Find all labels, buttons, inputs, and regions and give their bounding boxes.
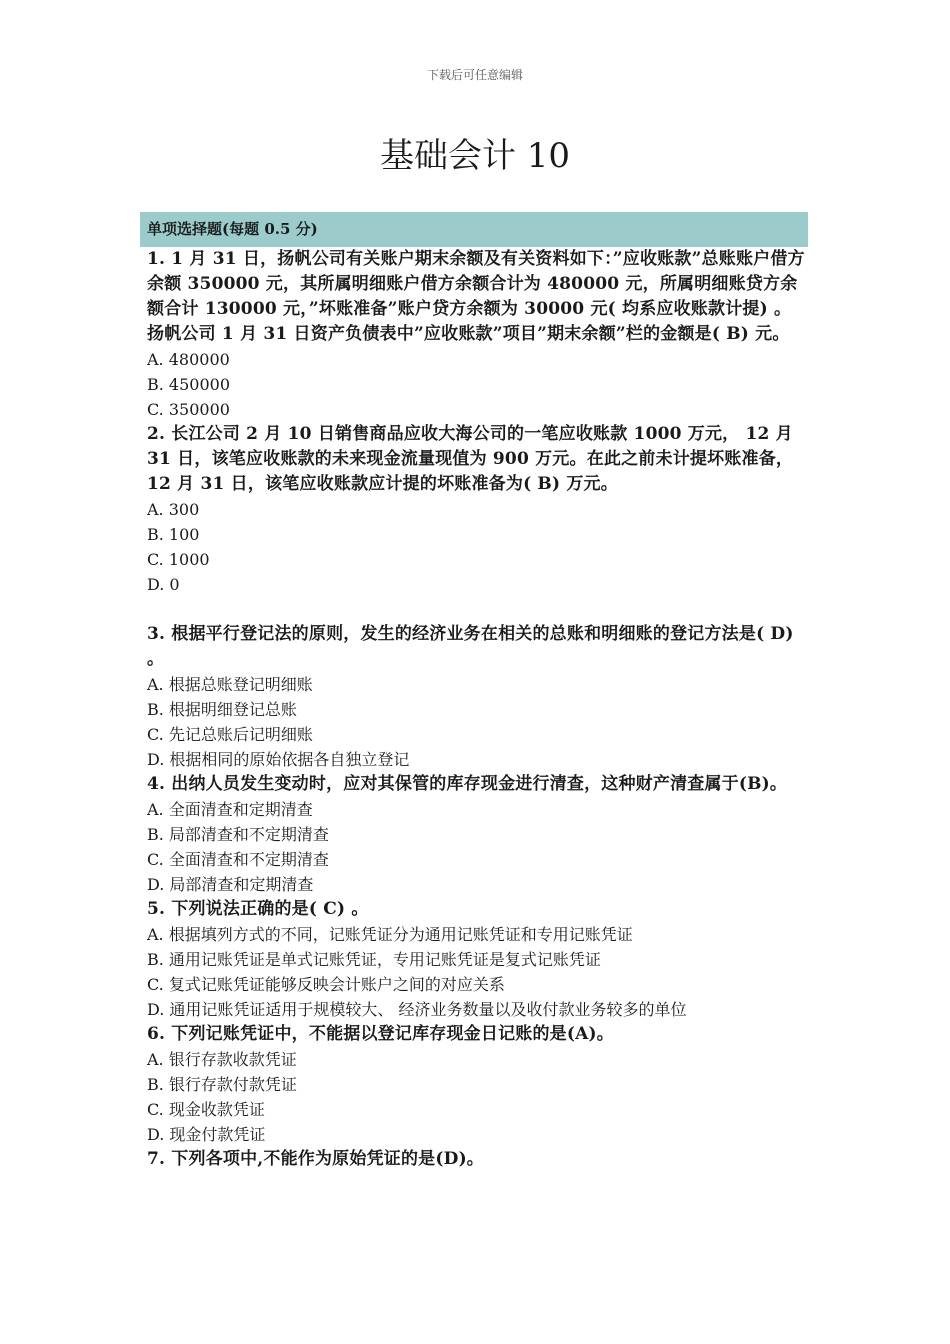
question-7 xyxy=(140,1147,808,1172)
spacer xyxy=(140,597,808,622)
option-b: B. 450000 xyxy=(147,375,231,394)
option-a: A. 480000 xyxy=(147,350,230,369)
option-d: D. 0 xyxy=(147,575,180,594)
option-d: D. 现金付款凭证 xyxy=(147,1125,266,1144)
question-3 xyxy=(140,622,808,772)
option-b: B. 银行存款付款凭证 xyxy=(147,1075,297,1094)
option-c: C. 先记总账后记明细账 xyxy=(147,725,313,744)
question-1 xyxy=(140,247,808,422)
option-c: C. 1000 xyxy=(147,550,210,569)
option-d: D. 局部清查和定期清查 xyxy=(147,875,314,894)
question-text: 3. 根据平行登记法的原则，发生的经济业务在相关的总账和明细账的登记方法是( D) 。 xyxy=(147,624,794,669)
question-text: 2. 长江公司 2 月 10 日销售商品应收大海公司的一笔应收账款 1000 万元， 12 月 31 日，该笔应收账款的未来现金流量现值为 900 万元。在此之前未计提坏账准备， 12 月 31 日，该笔应收账款应计提的坏账准备为( B) 万元。 xyxy=(147,424,794,494)
option-c: C. 全面清查和不定期清查 xyxy=(147,850,329,869)
option-d: D. 根据相同的原始依据各自独立登记 xyxy=(147,750,410,769)
option-b: B. 通用记账凭证是单式记账凭证，专用记账凭证是复式记账凭证 xyxy=(147,950,601,969)
option-c: C. 现金收款凭证 xyxy=(147,1100,265,1119)
question-4 xyxy=(140,772,808,897)
option-b: B. 局部清查和不定期清查 xyxy=(147,825,329,844)
question-5 xyxy=(140,897,808,1022)
option-b: B. 根据明细登记总账 xyxy=(147,700,297,719)
question-text: 6. 下列记账凭证中，不能据以登记库存现金日记账的是(A)。 xyxy=(147,1024,614,1044)
option-c: C. 350000 xyxy=(147,400,230,419)
option-a: A. 根据填列方式的不同，记账凭证分为通用记账凭证和专用记账凭证 xyxy=(147,925,633,944)
option-a: A. 全面清查和定期清查 xyxy=(147,800,313,819)
option-d: D. 通用记账凭证适用于规模较大、 经济业务数量以及收付款业务较多的单位 xyxy=(147,1000,687,1019)
option-c: C. 复式记账凭证能够反映会计账户之间的对应关系 xyxy=(147,975,505,994)
document-title: 基础会计 10 xyxy=(379,136,571,176)
question-6 xyxy=(140,1022,808,1147)
question-text: 4. 出纳人员发生变动时，应对其保管的库存现金进行清查，这种财产清查属于(B)。 xyxy=(147,774,788,794)
document-body xyxy=(140,212,808,1172)
option-a: A. 银行存款收款凭证 xyxy=(147,1050,297,1069)
question-text: 1. 1 月 31 日，扬帆公司有关账户期末余额及有关资料如下：”应收账款”总账账户借方余额 350000 元，其所属明细账户借方余额合计为 480000 元，所属明细账贷方余额合计 130000 元，”坏账准备”账户贷方余额为 30000 元( 均系应收账款计提) 。扬帆公司 1 月 31 日资产负债表中”应收账款”项目”期末余额”栏的金额是( B) 元。 xyxy=(147,249,805,344)
option-a: A. 300 xyxy=(147,500,200,519)
option-a: A. 根据总账登记明细账 xyxy=(147,675,313,694)
option-b: B. 100 xyxy=(147,525,200,544)
question-text: 5. 下列说法正确的是( C) 。 xyxy=(147,899,369,919)
question-2 xyxy=(140,422,808,597)
header-note: 下载后可任意编辑 xyxy=(426,68,523,82)
section-header: 单项选择题(每题 0.5 分) xyxy=(140,212,808,247)
question-text: 7. 下列各项中,不能作为原始凭证的是(D)。 xyxy=(147,1149,485,1169)
